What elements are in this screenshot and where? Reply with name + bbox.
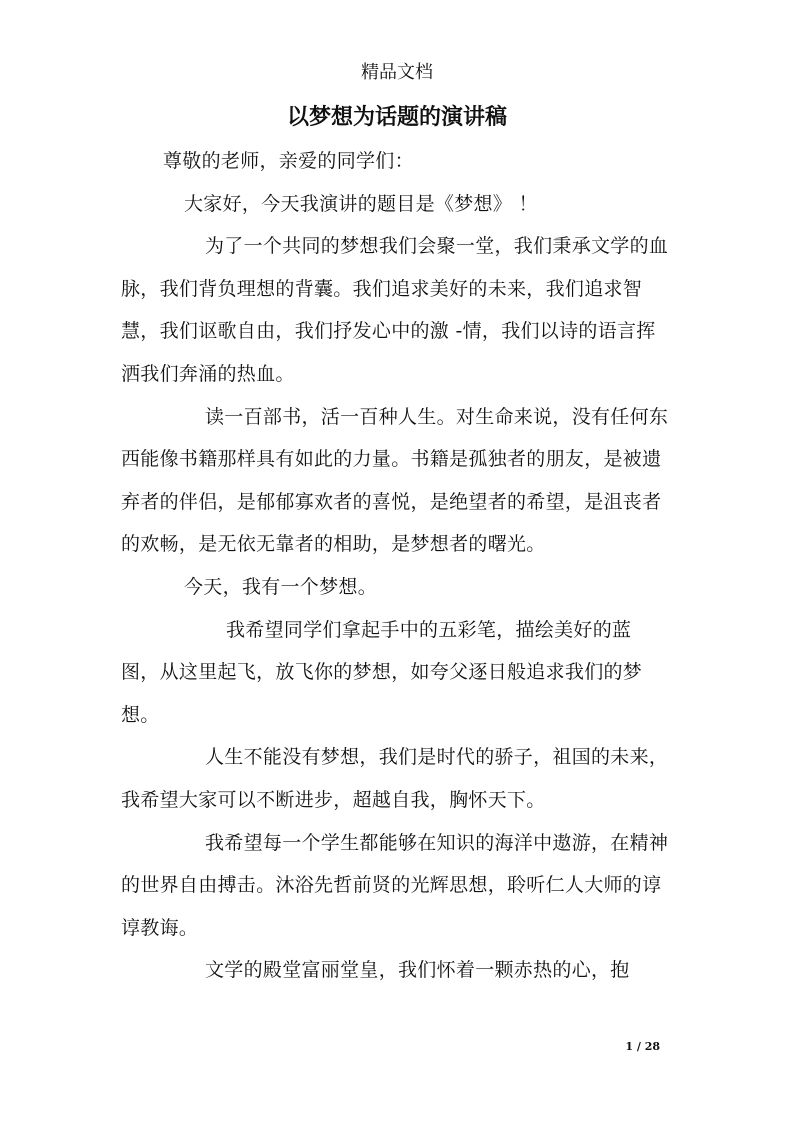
- paragraph: 今天，我有一个梦想。: [184, 575, 378, 598]
- document-header: 精品文档: [361, 62, 433, 83]
- intro-line: 大家好，今天我演讲的题目是《梦想》 ！: [184, 192, 538, 215]
- paragraph: 我希望每一个学生都能够在知识的海洋中遨游，在精神的世界自由搏击。沐浴先哲前贤的光辉思想，聆听仁人大师的谆谆教诲。: [121, 831, 669, 939]
- page-number: 1 / 28: [625, 1040, 660, 1053]
- document-title: 以梦想为话题的演讲稿: [286, 104, 507, 130]
- paragraph: 我希望同学们拿起手中的五彩笔，描绘美好的蓝图，从这里起飞，放飞你的梦想，如夸父逐日般追求我们的梦想。: [121, 618, 643, 726]
- document-body: [121, 140, 669, 992]
- paragraph: 文学的殿堂富丽堂皇，我们怀着一颗赤热的心，抱: [205, 959, 630, 982]
- paragraph: 读一百部书，活一百种人生。对生命来说，没有任何东西能像书籍那样具有如此的力量。书籍是孤独者的朋友，是被遗弃者的伴侣，是郁郁寡欢者的喜悦，是绝望者的希望，是沮丧者的欢畅，是无依无靠者的相助，是梦想者的曙光。: [121, 405, 669, 556]
- paragraph: 为了一个共同的梦想我们会聚一堂，我们秉承文学的血脉，我们背负理想的背囊。我们追求美好的未来，我们追求智慧，我们讴歌自由，我们抒发心中的激 -情，我们以诗的语言挥洒我们奔涌的热血。: [121, 235, 669, 385]
- paragraph: 人生不能没有梦想，我们是时代的骄子，祖国的未来，我希望大家可以不断进步，超越自我，胸怀天下。: [121, 746, 669, 811]
- greeting-line: 尊敬的老师，亲爱的同学们：: [163, 150, 414, 172]
